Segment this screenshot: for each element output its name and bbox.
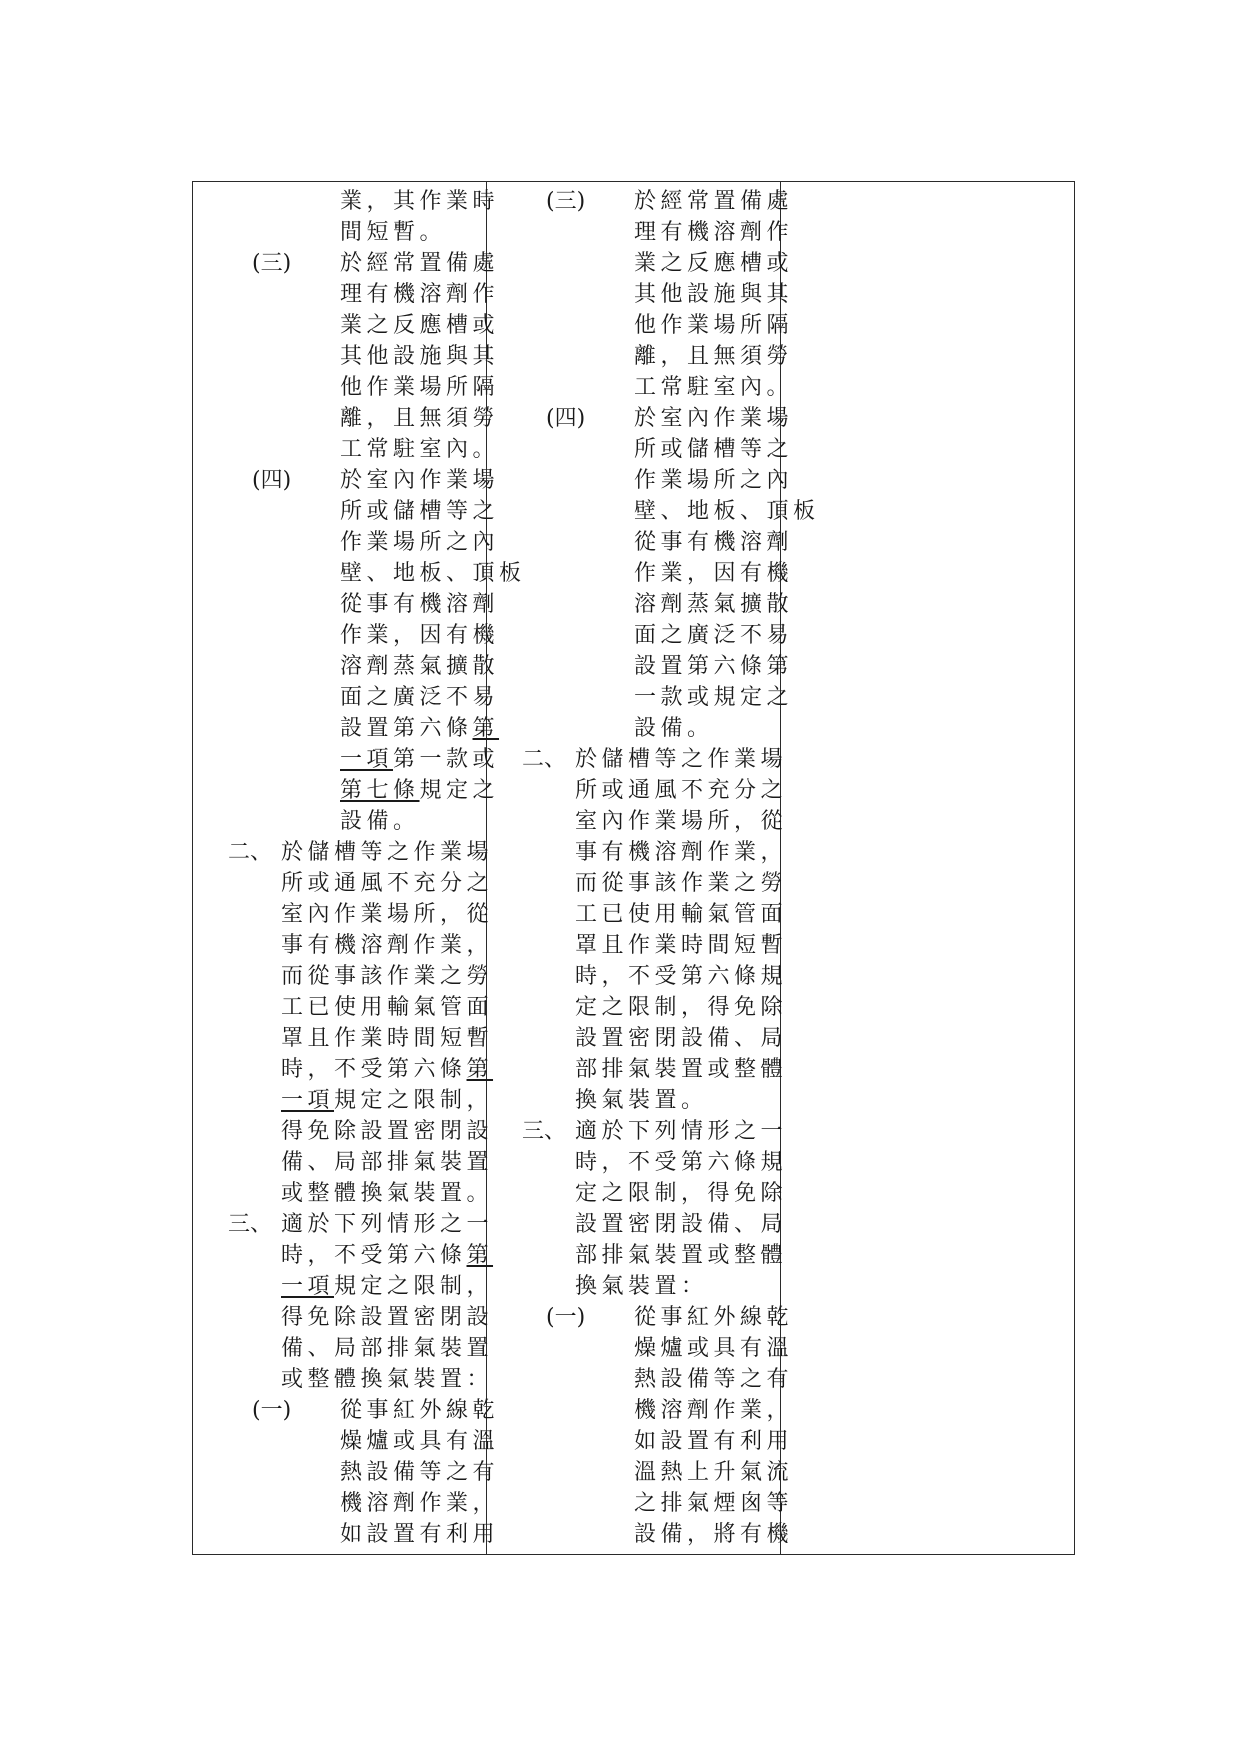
- line-text: [281, 868, 493, 899]
- line-text: [340, 403, 499, 434]
- line-text: [281, 1054, 493, 1085]
- text-line: [522, 1085, 777, 1116]
- text-line: [228, 1085, 494, 1116]
- text-line: [522, 434, 794, 465]
- text-run: 如設置有利用: [340, 1522, 500, 1547]
- text-run: 其他設施與其: [634, 282, 794, 307]
- line-text: [340, 186, 499, 217]
- text-run: 面之廣泛不易: [340, 685, 500, 710]
- item-marker: (一): [546, 1305, 586, 1330]
- line-text: [340, 1426, 499, 1457]
- text-run: 溶劑蒸氣擴散: [634, 592, 794, 617]
- text-run: 他作業場所隔: [634, 313, 794, 338]
- text-line: [228, 1488, 500, 1519]
- item-marker: (四): [546, 406, 586, 431]
- text-run: 於經常置備處: [340, 251, 500, 276]
- text-line: [522, 558, 794, 589]
- item-marker: 二、: [228, 840, 273, 865]
- text-line: [228, 434, 500, 465]
- line-text: [634, 403, 793, 434]
- line-text: [634, 465, 793, 496]
- amended-text: 一項: [281, 1274, 335, 1299]
- text-run: 而從事該作業之勞: [281, 964, 494, 989]
- text-line: [228, 1178, 494, 1209]
- text-run: 備、局部排氣裝置: [281, 1336, 494, 1361]
- text-line: [522, 1302, 794, 1333]
- amended-text: 一項: [281, 1088, 335, 1113]
- line-text: [340, 558, 526, 589]
- text-run: 溫熱上升氣流: [634, 1460, 794, 1485]
- text-run: 罩且作業時間短暫: [281, 1026, 494, 1051]
- line-text: [340, 1519, 499, 1550]
- text-line: [522, 1488, 794, 1519]
- text-run: 從事有機溶劑: [340, 592, 500, 617]
- text-line: [228, 341, 500, 372]
- line-text: [634, 1395, 793, 1426]
- current-provision-column: [522, 186, 820, 1550]
- text-run: 適於下列情形之一: [281, 1212, 494, 1237]
- text-run: 事有機溶劑作業，: [281, 933, 494, 958]
- line-text: [575, 868, 787, 899]
- text-line: [522, 1209, 788, 1240]
- text-run: 室內作業場所，從: [575, 809, 788, 834]
- text-line: [522, 217, 794, 248]
- text-line: [522, 899, 788, 930]
- text-run: 於儲槽等之作業場: [575, 747, 788, 772]
- line-text: [281, 1302, 493, 1333]
- line-text: [575, 1240, 787, 1271]
- text-line: [522, 403, 794, 434]
- text-run: 或整體換氣裝置：: [281, 1367, 494, 1392]
- text-line: [228, 837, 494, 868]
- text-run: 業之反應槽或: [634, 251, 794, 276]
- text-run: 從事紅外線乾: [634, 1305, 794, 1330]
- line-text: [634, 1302, 793, 1333]
- text-run: 作業場所之內: [634, 468, 794, 493]
- text-run: 理有機溶劑作: [340, 282, 500, 307]
- line-text: [281, 1364, 493, 1395]
- text-line: [228, 620, 500, 651]
- line-text: [340, 341, 499, 372]
- line-text: [340, 651, 499, 682]
- text-line: [522, 1147, 788, 1178]
- line-text: [281, 837, 493, 868]
- text-line: [228, 496, 500, 527]
- text-line: [228, 744, 500, 775]
- line-text: [340, 496, 499, 527]
- text-run: 溶劑蒸氣擴散: [340, 654, 500, 679]
- line-text: [281, 899, 493, 930]
- text-run: 作業，因有機: [634, 561, 794, 586]
- text-line: [522, 1426, 794, 1457]
- line-text: [634, 651, 793, 682]
- text-run: 工已使用輸氣管面: [575, 902, 788, 927]
- text-run: 室內作業場所，從: [281, 902, 494, 927]
- text-line: [228, 186, 500, 217]
- text-run: 第一款或: [393, 747, 500, 772]
- text-run: 之排氣煙囪等: [634, 1491, 794, 1516]
- amended-provision-column: [228, 186, 526, 1550]
- line-text: [634, 527, 793, 558]
- line-text: [281, 1116, 493, 1147]
- text-line: [228, 372, 500, 403]
- text-line: [522, 806, 788, 837]
- line-text: [634, 186, 793, 217]
- text-run: 從事紅外線乾: [340, 1398, 500, 1423]
- text-run: 時，不受第六條規: [575, 964, 788, 989]
- text-line: [522, 992, 788, 1023]
- text-line: [228, 248, 500, 279]
- text-run: 設置第六條: [340, 716, 473, 741]
- text-line: [522, 713, 777, 744]
- text-run: 定之限制，得免除: [575, 1181, 788, 1206]
- text-run: 所或通風不充分之: [281, 871, 494, 896]
- text-line: [228, 403, 500, 434]
- line-text: [575, 1116, 787, 1147]
- text-run: 換氣裝置：: [575, 1274, 708, 1299]
- text-run: 罩且作業時間短暫: [575, 933, 788, 958]
- line-text: [575, 961, 787, 992]
- text-line: [522, 620, 794, 651]
- text-run: 其他設施與其: [340, 344, 500, 369]
- text-line: [228, 217, 483, 248]
- text-run: 從事有機溶劑: [634, 530, 794, 555]
- text-run: 所或儲槽等之: [340, 499, 500, 524]
- text-run: 作業場所之內: [340, 530, 500, 555]
- text-line: [228, 713, 500, 744]
- text-run: 離，且無須勞: [634, 344, 794, 369]
- amended-text: 第: [472, 716, 500, 741]
- line-text: [281, 1240, 493, 1271]
- text-line: [228, 1333, 494, 1364]
- line-text: [575, 1209, 787, 1240]
- line-text: [340, 310, 499, 341]
- text-run: 工常駐室內。: [634, 375, 794, 400]
- text-run: 機溶劑作業，: [634, 1398, 794, 1423]
- line-text: [634, 558, 793, 589]
- text-run: 規定之限制，: [334, 1088, 494, 1113]
- text-line: [228, 1271, 494, 1302]
- line-text: [575, 899, 787, 930]
- text-run: 於室內作業場: [634, 406, 794, 431]
- text-line: [522, 961, 788, 992]
- item-marker: 二、: [522, 747, 567, 772]
- line-text: [634, 1519, 793, 1550]
- text-line: [522, 1240, 788, 1271]
- text-line: [228, 775, 500, 806]
- text-run: 熱設備等之有: [634, 1367, 794, 1392]
- item-marker: (四): [252, 468, 292, 493]
- text-run: 於經常置備處: [634, 189, 794, 214]
- item-marker: (一): [252, 1398, 292, 1423]
- amended-text: 第: [466, 1243, 494, 1268]
- line-text: [340, 620, 499, 651]
- text-run: 所或通風不充分之: [575, 778, 788, 803]
- text-run: 得免除設置密閉設: [281, 1305, 494, 1330]
- text-run: 工已使用輸氣管面: [281, 995, 494, 1020]
- text-run: 業，其作業時: [340, 189, 500, 214]
- text-line: [228, 682, 500, 713]
- text-run: 得免除設置密閉設: [281, 1119, 494, 1144]
- text-line: [228, 465, 500, 496]
- text-line: [522, 465, 794, 496]
- item-marker: 三、: [228, 1212, 273, 1237]
- text-line: [228, 310, 500, 341]
- line-text: [340, 1488, 499, 1519]
- text-line: [522, 1178, 788, 1209]
- line-text: [281, 1271, 493, 1302]
- text-line: [522, 496, 820, 527]
- text-run: 一款或規定之: [634, 685, 794, 710]
- text-line: [522, 1395, 794, 1426]
- text-line: [228, 868, 494, 899]
- amended-text: 一項: [340, 747, 394, 772]
- text-run: 備、局部排氣裝置: [281, 1150, 494, 1175]
- line-text: [281, 1178, 493, 1209]
- text-line: [228, 899, 494, 930]
- line-text: [575, 837, 787, 868]
- line-text: [634, 279, 793, 310]
- line-text: [634, 1333, 793, 1364]
- line-text: [340, 1457, 499, 1488]
- text-run: 面之廣泛不易: [634, 623, 794, 648]
- line-text: [575, 744, 787, 775]
- text-run: 於室內作業場: [340, 468, 500, 493]
- text-run: 作業，因有機: [340, 623, 500, 648]
- text-line: [522, 1054, 788, 1085]
- line-text: [281, 1085, 493, 1116]
- line-text: [634, 496, 820, 527]
- text-line: [522, 868, 788, 899]
- text-run: 定之限制，得免除: [575, 995, 788, 1020]
- text-line: [228, 930, 494, 961]
- line-text: [281, 1147, 493, 1178]
- line-text: [281, 1209, 493, 1240]
- text-run: 工常駐室內。: [340, 437, 500, 462]
- text-line: [522, 775, 788, 806]
- text-run: 燥爐或具有溫: [340, 1429, 500, 1454]
- text-run: 壁、地板、頂板: [634, 499, 820, 524]
- text-line: [522, 1457, 794, 1488]
- line-text: [340, 744, 499, 775]
- text-run: 業之反應槽或: [340, 313, 500, 338]
- text-run: 間短暫。: [340, 220, 447, 245]
- line-text: [340, 465, 499, 496]
- line-text: [281, 961, 493, 992]
- text-line: [228, 806, 483, 837]
- text-run: 燥爐或具有溫: [634, 1336, 794, 1361]
- text-line: [522, 279, 794, 310]
- text-line: [522, 1271, 777, 1302]
- line-text: [575, 1085, 708, 1116]
- text-line: [228, 1209, 494, 1240]
- text-run: 設置密閉設備、局: [575, 1026, 788, 1051]
- text-line: [228, 1519, 500, 1550]
- text-line: [228, 992, 494, 1023]
- text-run: 理有機溶劑作: [634, 220, 794, 245]
- text-run: 壁、地板、頂板: [340, 561, 526, 586]
- text-line: [228, 1054, 494, 1085]
- text-line: [522, 1364, 794, 1395]
- text-run: 於儲槽等之作業場: [281, 840, 494, 865]
- line-text: [340, 1395, 499, 1426]
- text-run: 設備。: [634, 716, 714, 741]
- text-line: [228, 1457, 500, 1488]
- text-line: [522, 589, 794, 620]
- text-line: [522, 1519, 794, 1550]
- text-line: [228, 1395, 500, 1426]
- text-line: [228, 279, 500, 310]
- text-line: [228, 589, 500, 620]
- line-text: [340, 682, 499, 713]
- text-line: [228, 527, 500, 558]
- line-text: [634, 589, 793, 620]
- text-run: 換氣裝置。: [575, 1088, 708, 1113]
- line-text: [340, 217, 446, 248]
- text-line: [228, 1240, 494, 1271]
- text-run: 他作業場所隔: [340, 375, 500, 400]
- line-text: [634, 434, 793, 465]
- line-text: [634, 1488, 793, 1519]
- line-text: [575, 775, 787, 806]
- line-text: [340, 527, 499, 558]
- text-line: [522, 1333, 794, 1364]
- line-text: [575, 1271, 708, 1302]
- text-line: [522, 651, 794, 682]
- line-text: [340, 713, 499, 744]
- line-text: [634, 1426, 793, 1457]
- text-run: 事有機溶劑作業，: [575, 840, 788, 865]
- text-line: [522, 1023, 788, 1054]
- text-run: 或整體換氣裝置。: [281, 1181, 494, 1206]
- text-line: [522, 837, 788, 868]
- text-line: [228, 1116, 494, 1147]
- text-run: 部排氣裝置或整體: [575, 1243, 788, 1268]
- text-line: [522, 341, 794, 372]
- line-text: [634, 1457, 793, 1488]
- line-text: [634, 217, 793, 248]
- line-text: [575, 930, 787, 961]
- text-run: 離，且無須勞: [340, 406, 500, 431]
- amended-text: 第: [466, 1057, 494, 1082]
- text-run: 適於下列情形之一: [575, 1119, 788, 1144]
- text-run: 部排氣裝置或整體: [575, 1057, 788, 1082]
- text-run: 機溶劑作業，: [340, 1491, 500, 1516]
- item-marker: (三): [252, 251, 292, 276]
- text-line: [228, 651, 500, 682]
- line-text: [634, 682, 793, 713]
- line-text: [281, 930, 493, 961]
- text-run: 時，不受第六條: [281, 1057, 467, 1082]
- text-line: [228, 1147, 494, 1178]
- line-text: [340, 248, 499, 279]
- text-line: [522, 372, 794, 403]
- item-marker: 三、: [522, 1119, 567, 1144]
- line-text: [340, 279, 499, 310]
- text-line: [228, 1023, 494, 1054]
- text-line: [522, 186, 794, 217]
- line-text: [340, 806, 420, 837]
- text-line: [522, 682, 794, 713]
- amended-text: 第七條: [340, 778, 420, 803]
- line-text: [575, 1147, 787, 1178]
- line-text: [340, 372, 499, 403]
- line-text: [340, 434, 499, 465]
- text-run: 所或儲槽等之: [634, 437, 794, 462]
- text-run: 而從事該作業之勞: [575, 871, 788, 896]
- text-line: [228, 961, 494, 992]
- line-text: [634, 713, 714, 744]
- text-line: [522, 930, 788, 961]
- line-text: [281, 992, 493, 1023]
- text-line: [522, 744, 788, 775]
- line-text: [634, 620, 793, 651]
- text-line: [522, 310, 794, 341]
- line-text: [281, 1333, 493, 1364]
- line-text: [634, 310, 793, 341]
- line-text: [340, 775, 499, 806]
- text-line: [522, 248, 794, 279]
- text-run: 設置第六條第: [634, 654, 794, 679]
- line-text: [575, 1178, 787, 1209]
- text-line: [522, 527, 794, 558]
- text-line: [228, 558, 526, 589]
- line-text: [634, 341, 793, 372]
- line-text: [575, 806, 787, 837]
- text-run: 如設置有利用: [634, 1429, 794, 1454]
- text-line: [228, 1364, 494, 1395]
- item-marker: (三): [546, 189, 586, 214]
- line-text: [575, 1023, 787, 1054]
- text-run: 規定之: [419, 778, 500, 803]
- text-run: 時，不受第六條: [281, 1243, 467, 1268]
- line-text: [634, 372, 793, 403]
- line-text: [575, 992, 787, 1023]
- text-run: 設置密閉設備、局: [575, 1212, 788, 1237]
- line-text: [634, 248, 793, 279]
- text-run: 規定之限制，: [334, 1274, 494, 1299]
- text-run: 熱設備等之有: [340, 1460, 500, 1485]
- text-line: [228, 1426, 500, 1457]
- line-text: [575, 1054, 787, 1085]
- text-line: [522, 1116, 788, 1147]
- text-run: 設備，將有機: [634, 1522, 794, 1547]
- line-text: [340, 589, 499, 620]
- text-run: 時，不受第六條規: [575, 1150, 788, 1175]
- text-run: 設備。: [340, 809, 420, 834]
- line-text: [634, 1364, 793, 1395]
- text-line: [228, 1302, 494, 1333]
- line-text: [281, 1023, 493, 1054]
